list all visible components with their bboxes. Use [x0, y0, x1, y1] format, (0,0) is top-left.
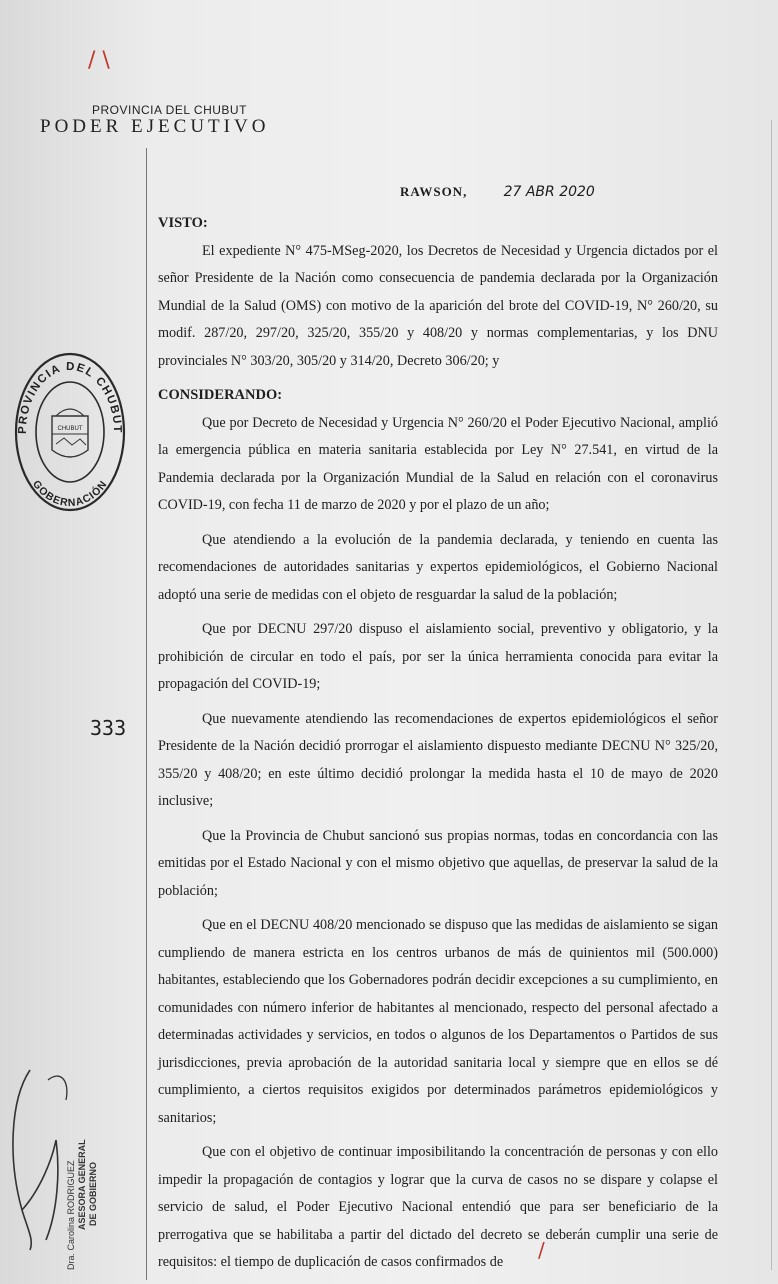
header-branch: PODER EJECUTIVO [40, 116, 270, 137]
margin-line [146, 148, 147, 1280]
red-corner-mark: / \ [88, 48, 110, 73]
date-line [400, 184, 595, 200]
svg-text:GOBERNACIÓN [30, 478, 110, 509]
header-organization: PROVINCIA DEL CHUBUT [92, 103, 247, 117]
stamp-line-3: DE GOBIERNO [88, 1161, 98, 1226]
seal-bottom-text: GOBERNACIÓN [30, 478, 110, 510]
considerando-paragraph-4: Que nuevamente atendiendo las recomendaciones de expertos epidemiológicos el señor Presidente de la Nación decidió prorrogar el aislamiento dispuesto mediante DECNU N° 325/20, 355/20 y 408/20; en este último decidió prolongar la medida hasta el 10 de mayo de 2020 inclusive; [158, 710, 718, 809]
decree-number: 333 [90, 716, 127, 740]
red-tick-mark: / [538, 1238, 545, 1262]
official-seal-icon [12, 346, 128, 516]
considerando-paragraph-6: Que en el DECNU 408/20 mencionado se dispuso que las medidas de aislamiento se sigan cumpliendo de manera estricta en los centros urbanos de más de quinientos mil (500.000) habitantes, estableciendo que los Gobernadores podrán decidir excepciones a su cumplimiento, en comunidades con número inferior de habitantes al mencionado, respecto del personal afectado a determinadas actividades y servicios, en todos o algunos de los Departamentos o Partidos de sus jurisdicciones, previa aprobación de la autoridad sanitaria local y siempre que en ellos se dé cumplimiento, a ciertos requisitos exigidos por determinados parámetros epidemiológicos y sanitarios; [158, 917, 718, 1126]
considerando-paragraph-1: Que por Decreto de Necesidad y Urgencia N° 260/20 el Poder Ejecutivo Nacional, amplió la emergencia pública en materia sanitaria establecida por Ley N° 27.541, en virtud de la Pandemia declarada por la Organización Mundial de la Salud en relación con el coronavirus COVID-19, con fecha 11 de marzo de 2020 y por el plazo de un año; [158, 414, 718, 513]
seal-emblem-text: CHUBUT [57, 426, 83, 432]
date-city: RAWSON, [400, 184, 468, 199]
stamp-line-2: ASESORA GENERAL [77, 1139, 87, 1230]
considerando-paragraph-2: Que atendiendo a la evolución de la pandemia declarada, y teniendo en cuenta las recomendaciones de autoridades sanitarias y expertos epidemiológicos, el Gobierno Nacional adoptó una serie de medidas con el objeto de resguardar la salud de la población; [158, 531, 718, 603]
handwritten-signature-icon [13, 1070, 58, 1250]
considerando-paragraph-7: Que con el objetivo de continuar imposibilitando la concentración de personas y con ello impedir la propagación de contagios y lograr que la curva de casos no se dispare y colapse el servicio de salud, el Poder Ejecutivo Nacional entendió que para ser beneficiario de la prerrogativa que se habilitaba a partir del dictado del decreto se deberán cumplir una serie de requisitos: el tiempo de duplicación de casos confirmados de [158, 1144, 718, 1270]
visto-paragraph: El expediente N° 475-MSeg-2020, los Decretos de Necesidad y Urgencia dictados por el señor Presidente de la Nación como consecuencia de pandemia declarada por la Organización Mundial de la Salud (OMS) con motivo de la aparición del brote del COVID-19, N° 260/20, su modif. 287/20, 297/20, 325/20, 355/20 y 408/20 y normas complementarias, y los DNU provinciales N° 303/20, 305/20 y 314/20, Decreto 306/20; y [158, 242, 718, 369]
stamp-line-1: Dra. Carolina RODRIGUEZ [66, 1160, 76, 1270]
date-value: 27 ABR 2020 [503, 184, 595, 200]
visto-heading: VISTO: [158, 215, 208, 231]
considerando-heading: CONSIDERANDO: [158, 387, 283, 403]
svg-text:PROVINCIA DEL CHUBUT [17, 361, 123, 434]
seal-top-text: PROVINCIA DEL CHUBUT [16, 360, 124, 435]
page-edge [771, 120, 772, 1270]
considerando-paragraph-5: Que la Provincia de Chubut sancionó sus propias normas, todas en concordancia con las emitidas por el Estado Nacional y con el mismo objetivo que aquellas, de preservar la salud de la población; [158, 827, 718, 899]
document-body [158, 210, 718, 1284]
considerando-paragraph-3: Que por DECNU 297/20 dispuso el aislamiento social, preventivo y obligatorio, y la prohibición de circular en todo el país, por ser la única herramienta conocida para evitar la propagación del COVID-19; [158, 621, 718, 692]
signature-stamp [0, 1040, 120, 1280]
